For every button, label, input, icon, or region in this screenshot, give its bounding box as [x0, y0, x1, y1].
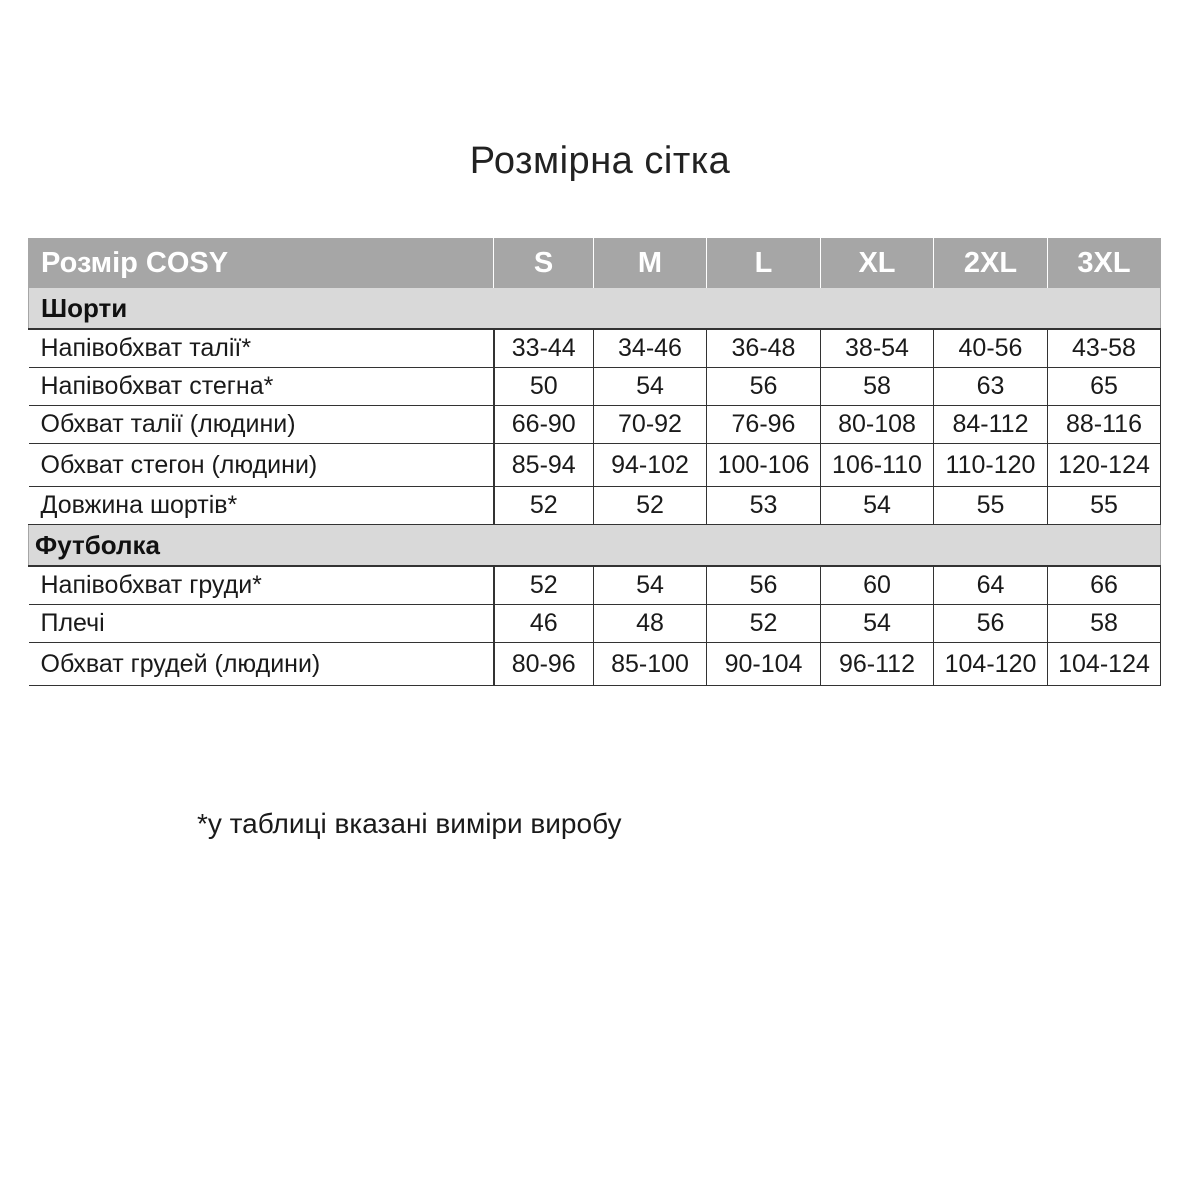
table-row [29, 406, 1161, 444]
table-cell: 56 [934, 605, 1048, 643]
table-header-row [29, 239, 1161, 288]
table-cell: 55 [934, 487, 1048, 525]
row-label: Напівобхват стегна* [29, 368, 494, 406]
table-cell: 110-120 [934, 444, 1048, 487]
table-cell: 100-106 [707, 444, 821, 487]
table-cell: 54 [821, 605, 934, 643]
table-cell: 52 [594, 487, 707, 525]
table-cell: 58 [821, 368, 934, 406]
table-cell: 85-94 [494, 444, 594, 487]
table-cell: 63 [934, 368, 1048, 406]
table-row [29, 487, 1161, 525]
table-cell: 104-120 [934, 643, 1048, 686]
section-title: Футболка [29, 525, 1161, 567]
header-cell: S [494, 239, 594, 288]
header-cell: XL [821, 239, 934, 288]
table-cell: 40-56 [934, 329, 1048, 368]
table-cell: 53 [707, 487, 821, 525]
table-cell: 120-124 [1048, 444, 1161, 487]
header-cell: L [707, 239, 821, 288]
table-cell: 54 [594, 566, 707, 605]
table-row [29, 605, 1161, 643]
table-cell: 52 [494, 566, 594, 605]
table-cell: 80-108 [821, 406, 934, 444]
section-row-shorts [29, 288, 1161, 330]
table-cell: 106-110 [821, 444, 934, 487]
table-cell: 96-112 [821, 643, 934, 686]
header-cell: 3XL [1048, 239, 1161, 288]
table-cell: 36-48 [707, 329, 821, 368]
table-row [29, 444, 1161, 487]
table-cell: 46 [494, 605, 594, 643]
table-cell: 60 [821, 566, 934, 605]
section-row-tshirt [29, 525, 1161, 567]
table-cell: 90-104 [707, 643, 821, 686]
table-cell: 48 [594, 605, 707, 643]
table-cell: 94-102 [594, 444, 707, 487]
table-cell: 66 [1048, 566, 1161, 605]
table-cell: 65 [1048, 368, 1161, 406]
table-cell: 84-112 [934, 406, 1048, 444]
table-cell: 70-92 [594, 406, 707, 444]
table-row [29, 643, 1161, 686]
table-cell: 76-96 [707, 406, 821, 444]
row-label: Напівобхват груди* [29, 566, 494, 605]
table-cell: 54 [594, 368, 707, 406]
table-cell: 52 [707, 605, 821, 643]
table-cell: 52 [494, 487, 594, 525]
table-cell: 88-116 [1048, 406, 1161, 444]
table-cell: 55 [1048, 487, 1161, 525]
table-row [29, 368, 1161, 406]
table-cell: 64 [934, 566, 1048, 605]
row-label: Обхват стегон (людини) [29, 444, 494, 487]
section-title: Шорти [29, 288, 1161, 330]
table-cell: 43-58 [1048, 329, 1161, 368]
table-cell: 38-54 [821, 329, 934, 368]
footnote: *у таблиці вказані виміри виробу [197, 808, 622, 839]
table-cell: 66-90 [494, 406, 594, 444]
table-cell: 104-124 [1048, 643, 1161, 686]
table-cell: 50 [494, 368, 594, 406]
size-table [28, 238, 1161, 686]
table-cell: 56 [707, 368, 821, 406]
table-cell: 54 [821, 487, 934, 525]
table-cell: 33-44 [494, 329, 594, 368]
table-cell: 85-100 [594, 643, 707, 686]
header-cell: Розмір COSY [29, 239, 494, 288]
table-row [29, 566, 1161, 605]
row-label: Плечі [29, 605, 494, 643]
table-cell: 80-96 [494, 643, 594, 686]
row-label: Напівобхват талії* [29, 329, 494, 368]
header-cell: M [594, 239, 707, 288]
row-label: Обхват грудей (людини) [29, 643, 494, 686]
table-cell: 58 [1048, 605, 1161, 643]
row-label: Довжина шортів* [29, 487, 494, 525]
table-cell: 34-46 [594, 329, 707, 368]
page-title: Розмірна сітка [469, 140, 731, 182]
header-cell: 2XL [934, 239, 1048, 288]
table-row [29, 329, 1161, 368]
table-cell: 56 [707, 566, 821, 605]
row-label: Обхват талії (людини) [29, 406, 494, 444]
